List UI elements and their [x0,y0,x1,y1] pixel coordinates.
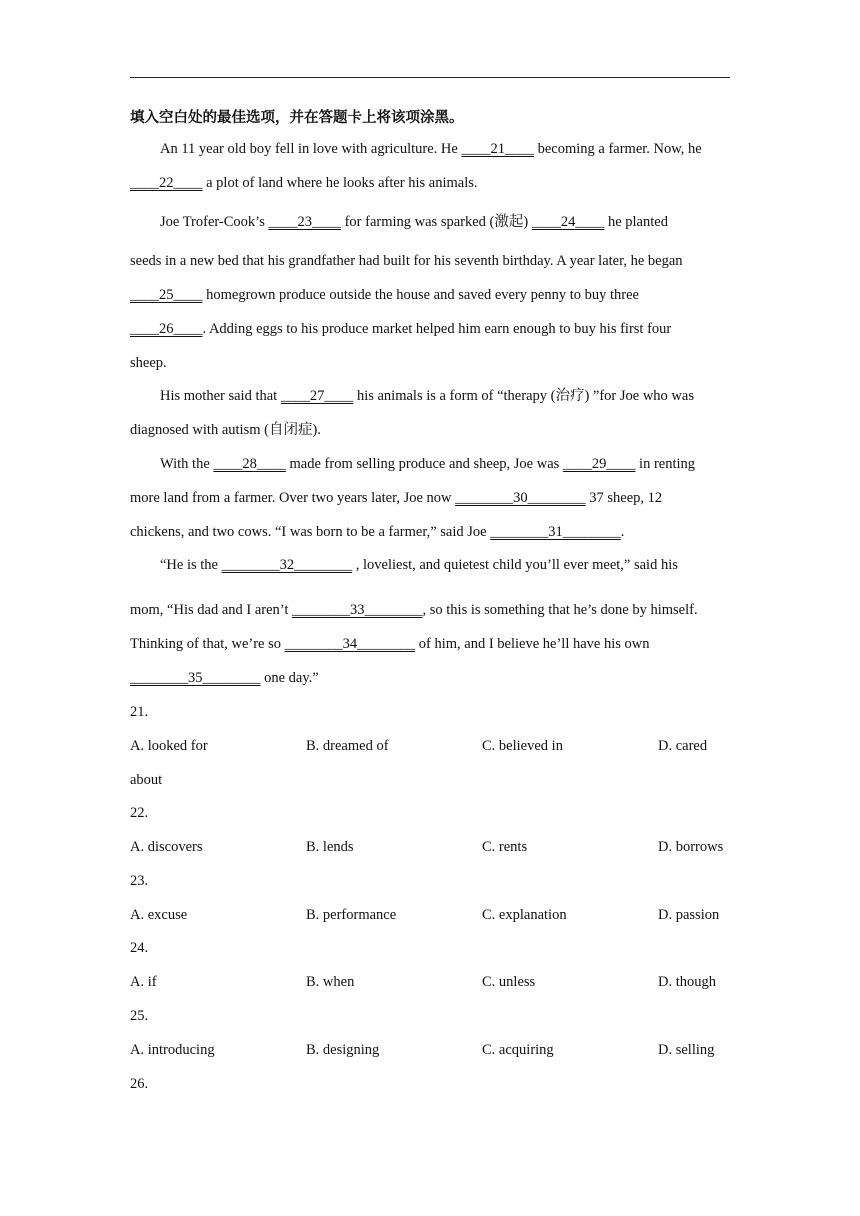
option-21-b[interactable]: B. dreamed of [306,738,389,754]
question-number-23: 23. [130,873,149,889]
text: mom, “His dad and I aren’t [130,602,293,618]
blank-31: ________31________ [490,524,621,540]
text: of him, and I believe he’ll have his own [415,636,650,652]
option-22-b[interactable]: B. lends [306,839,354,855]
blank-26: ____26____ [130,321,203,337]
section-heading: 填入空白处的最佳选项，并在答题卡上将该项涂黑。 [130,110,464,126]
text: one day.” [260,670,319,686]
question-number-22: 22. [130,805,149,821]
text: more land from a farmer. Over two years later, Joe now [130,490,456,506]
text: “He is the [160,557,222,573]
option-24-a[interactable]: A. if [130,974,157,990]
passage-line-9: diagnosed with autism (自闭症). [130,422,321,438]
text: a plot of land where he looks after his animals. [202,175,478,191]
text: he planted [604,214,668,230]
passage-line-11 [130,488,662,508]
option-23-a[interactable]: A. excuse [130,907,188,923]
text: becoming a farmer. Now, he [533,141,702,157]
option-21-a[interactable]: A. looked for [130,738,208,754]
blank-25: ____25____ [130,287,203,303]
passage-line-6 [130,319,671,339]
text: Joe Trofer-Cook’s [160,214,269,230]
text: With the [160,456,214,472]
text: . [620,524,625,540]
text: Thinking of that, we’re so [130,636,285,652]
option-22-c[interactable]: C. rents [482,839,528,855]
blank-22: ____22____ [130,175,203,191]
blank-28: ____28____ [213,456,286,472]
passage-line-3 [160,212,668,232]
option-25-a[interactable]: A. introducing [130,1042,215,1058]
blank-32: ________32________ [221,557,353,573]
option-21-d[interactable]: D. cared [658,738,708,754]
question-number-24: 24. [130,940,149,956]
text: , so this is something that he’s done by himself. [422,602,698,618]
blank-34: ________34________ [284,636,416,652]
text: His mother said that [160,388,281,404]
passage-line-10 [160,454,695,474]
passage-line-8 [160,386,694,406]
option-25-b[interactable]: B. designing [306,1042,380,1058]
blank-29: ____29____ [562,456,636,472]
passage-line-5 [130,285,639,305]
blank-27: ____27____ [280,388,354,404]
passage-line-15 [130,634,650,654]
blank-23: ____23____ [268,214,341,230]
question-number-25: 25. [130,1008,149,1024]
option-25-d[interactable]: D. selling [658,1042,715,1058]
question-number-26: 26. [130,1076,149,1092]
passage-line-16 [130,668,319,688]
option-25-c[interactable]: C. acquiring [482,1042,554,1058]
question-number-21: 21. [130,704,149,720]
option-21-d-continued: about [130,772,163,788]
passage-line-1 [160,139,702,159]
blank-35: ________35________ [130,670,261,686]
passage-line-13 [160,555,678,575]
blank-33: ________33________ [292,602,423,618]
text: An 11 year old boy fell in love with agriculture. He [160,141,462,157]
passage-line-12 [130,522,624,542]
blank-24: ____24____ [531,214,605,230]
text: 37 sheep, 12 [585,490,663,506]
text: his animals is a form of “therapy (治疗) ”for Joe who was [353,388,694,404]
option-23-c[interactable]: C. explanation [482,907,567,923]
passage-line-2 [130,173,478,193]
text: in renting [635,456,696,472]
option-23-d[interactable]: D. passion [658,907,720,923]
text: . Adding eggs to his produce market helped him earn enough to buy his first four [202,321,672,337]
passage-line-4: seeds in a new bed that his grandfather had built for his seventh birthday. A year later, he began [130,253,683,269]
passage-line-14 [130,600,698,620]
blank-30: ________30________ [455,490,586,506]
option-23-b[interactable]: B. performance [306,907,397,923]
option-24-c[interactable]: C. unless [482,974,536,990]
blank-21: ____21____ [461,141,534,157]
text: chickens, and two cows. “I was born to be a farmer,” said Joe [130,524,491,540]
header-rule [130,77,730,78]
text: made from selling produce and sheep, Joe was [285,456,563,472]
option-24-b[interactable]: B. when [306,974,355,990]
option-22-d[interactable]: D. borrows [658,839,724,855]
option-22-a[interactable]: A. discovers [130,839,203,855]
passage-line-7: sheep. [130,355,167,371]
text: homegrown produce outside the house and saved every penny to buy three [202,287,639,303]
option-21-c[interactable]: C. believed in [482,738,563,754]
text: for farming was sparked (激起) [340,214,532,230]
option-24-d[interactable]: D. though [658,974,716,990]
text: , loveliest, and quietest child you’ll ever meet,” said his [352,557,678,573]
